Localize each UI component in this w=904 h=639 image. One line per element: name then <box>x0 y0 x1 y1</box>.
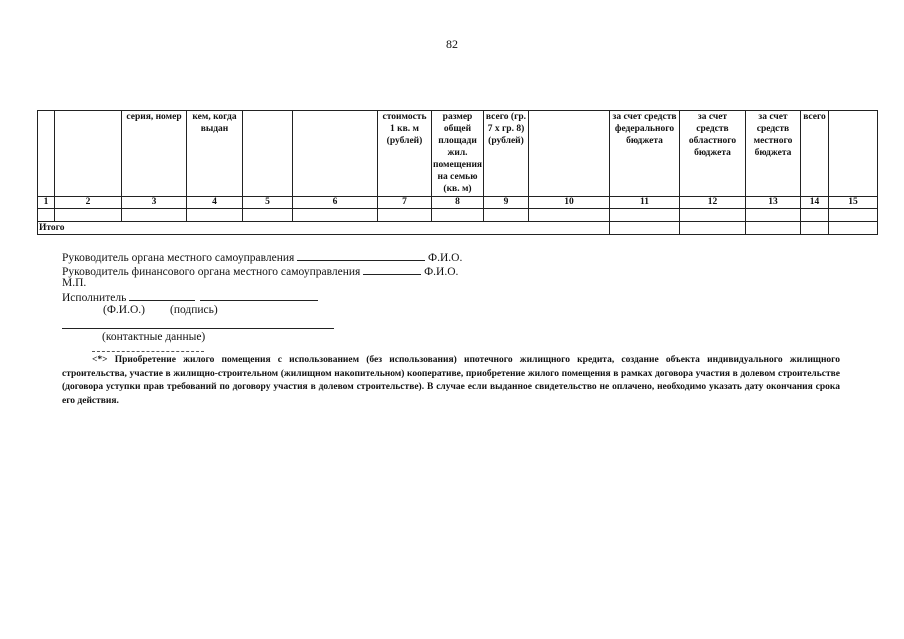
table-row <box>38 209 878 222</box>
column-number-row <box>38 197 878 209</box>
column-number: 8 <box>432 197 484 209</box>
header-cell <box>55 111 122 197</box>
header-cell: за счет средств местного бюджета <box>746 111 801 197</box>
signature-line-head <box>62 250 462 264</box>
header-cell: серия, номер <box>122 111 187 197</box>
executor-sign-caption: (подпись) <box>170 304 218 316</box>
head-finance-label: Руководитель финансового органа местного самоуправления <box>62 266 361 278</box>
column-number: 3 <box>122 197 187 209</box>
column-number: 15 <box>829 197 878 209</box>
signature-blank <box>297 250 425 261</box>
executor-fio-caption: (Ф.И.О.) <box>103 304 145 316</box>
header-cell: стоимость 1 кв. м (рублей) <box>378 111 432 197</box>
table-header-row <box>38 111 878 197</box>
column-number: 6 <box>293 197 378 209</box>
head-local-gov-label: Руководитель органа местного самоуправления <box>62 252 295 264</box>
executor-fio-blank <box>129 290 195 301</box>
column-number: 9 <box>484 197 529 209</box>
signature-line-finance <box>62 264 458 278</box>
total-label: Итого <box>38 222 610 235</box>
contact-line <box>62 328 334 329</box>
header-cell <box>529 111 610 197</box>
column-number: 5 <box>243 197 293 209</box>
footnote-separator <box>92 351 204 352</box>
column-number: 10 <box>529 197 610 209</box>
header-cell: кем, когда выдан <box>187 111 243 197</box>
contact-caption: (контактные данные) <box>102 331 206 343</box>
report-table <box>37 110 878 235</box>
column-number: 4 <box>187 197 243 209</box>
header-cell: за счет средств федерального бюджета <box>610 111 680 197</box>
signature-blank <box>363 264 421 275</box>
header-cell <box>38 111 55 197</box>
header-cell: всего (гр. 7 х гр. 8) (рублей) <box>484 111 529 197</box>
column-number: 12 <box>680 197 746 209</box>
column-number: 14 <box>801 197 829 209</box>
executor-label: Исполнитель <box>62 292 127 304</box>
header-cell: всего <box>801 111 829 197</box>
header-cell <box>293 111 378 197</box>
header-cell <box>829 111 878 197</box>
footnote: <*> Приобретение жилого помещения с использованием (без использования) ипотечного жилищного кредита, создание объекта индивидуального жилищного строительства, участие в жилищно-строительном (жилищном накопительном) кооперативе, приобретение жилого помещения в рамках договора участия в долевом строительстве (договора уступки прав требований по договору участия в долевом строительстве). В случае если выданное свидетельство не оплачено, необходимо указать дату окончания срока его действия. <box>62 355 840 406</box>
executor-line <box>62 290 318 304</box>
fio-label: Ф.И.О. <box>424 266 459 278</box>
column-number: 11 <box>610 197 680 209</box>
header-cell <box>243 111 293 197</box>
column-number: 7 <box>378 197 432 209</box>
total-row <box>38 222 878 235</box>
seal-label: М.П. <box>62 277 87 289</box>
header-cell: размер общей площади жил. помещения на семью (кв. м) <box>432 111 484 197</box>
header-cell: за счет средств областного бюджета <box>680 111 746 197</box>
fio-label: Ф.И.О. <box>428 252 463 264</box>
executor-sign-blank <box>200 290 318 301</box>
column-number: 13 <box>746 197 801 209</box>
column-number: 1 <box>38 197 55 209</box>
column-number: 2 <box>55 197 122 209</box>
page-number: 82 <box>446 37 458 51</box>
